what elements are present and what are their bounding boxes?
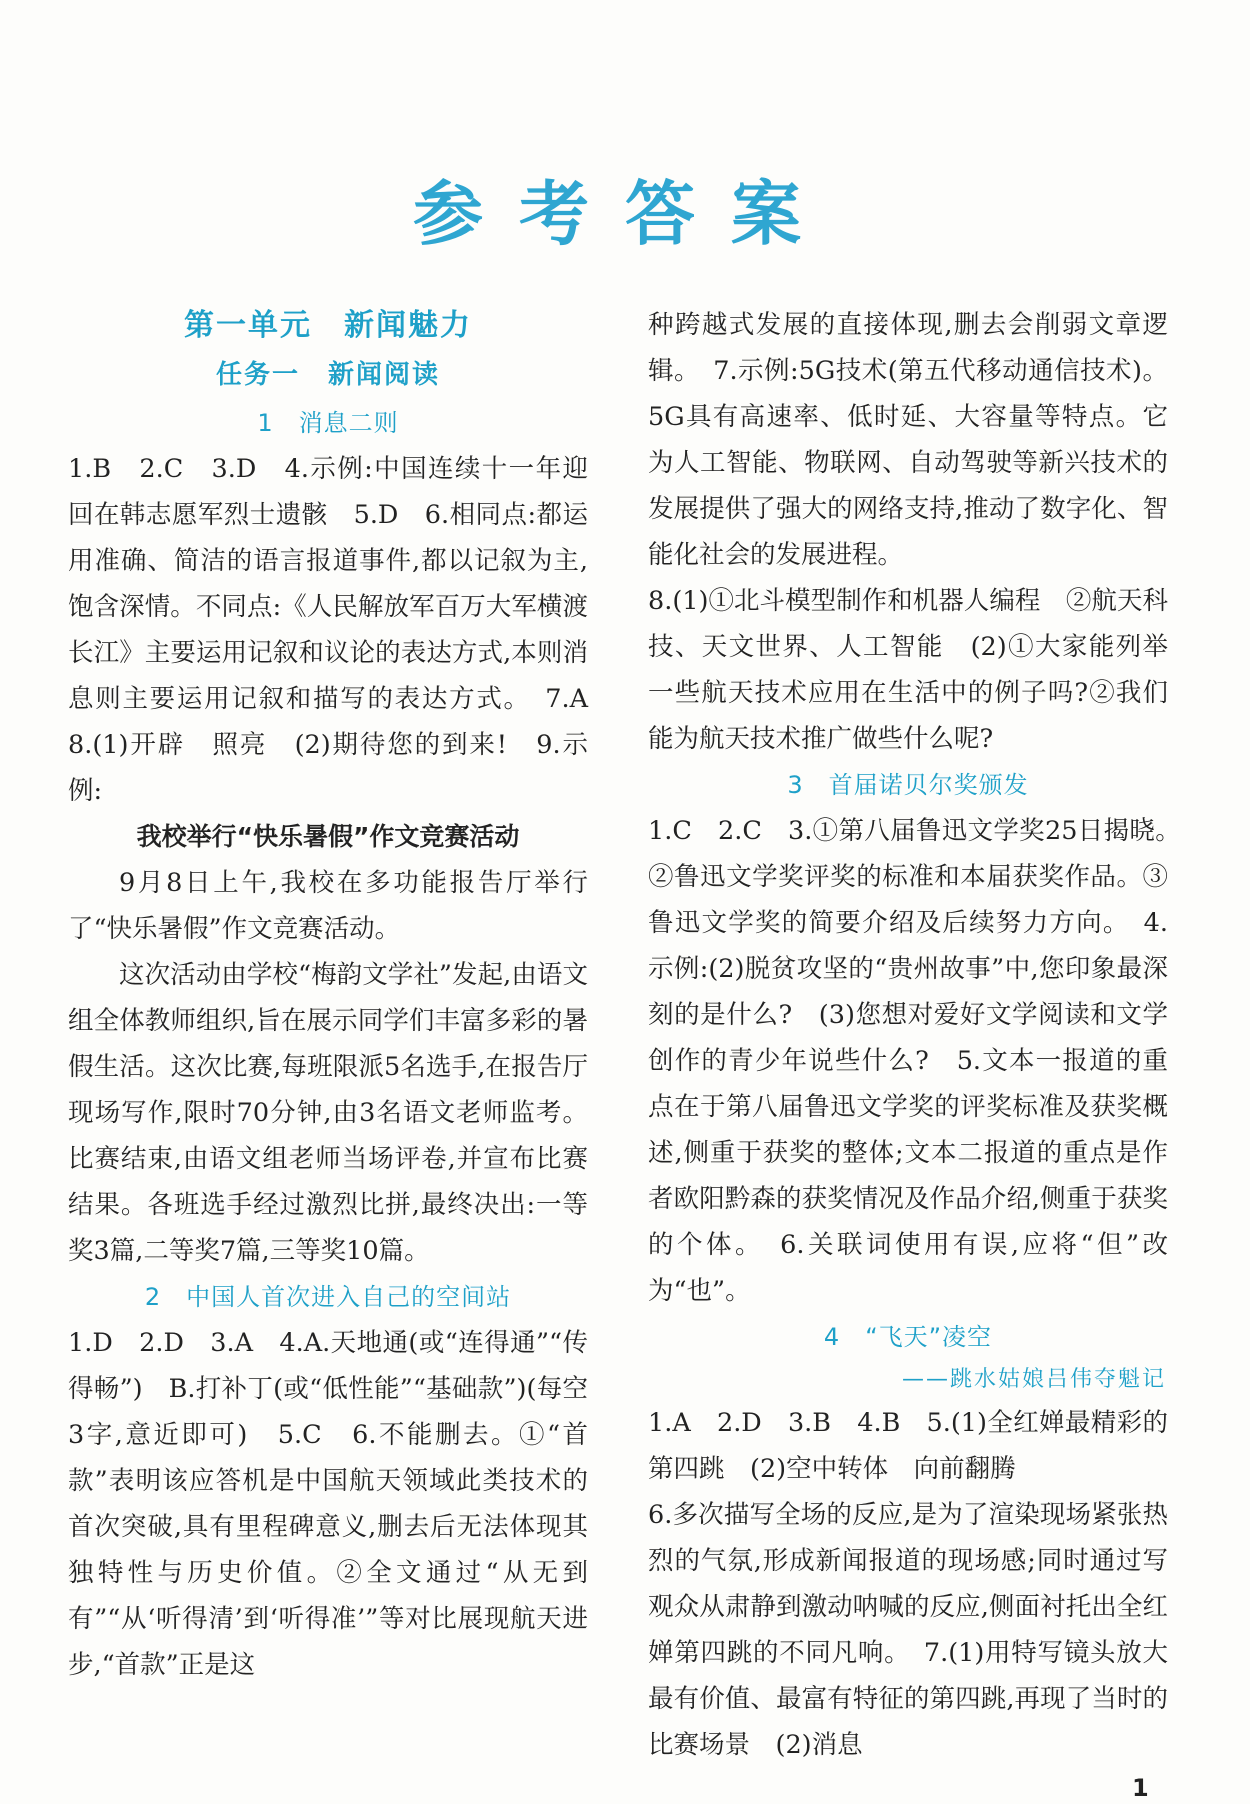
right-column (648, 302, 1194, 1768)
lesson-3-answers: 1.C 2.C 3.①第八届鲁迅文学奖25日揭晓。 ②鲁迅文学奖评奖的标准和本届获奖作品。③鲁迅文学奖的简要介绍及后续努力方向。 4.示例:(2)脱贫攻坚的“贵州故事”中,您印象最深刻的是什么? (3)您想对爱好文学阅读和文学创作的青少年说些什么? 5.文本一报道的重点在于第八届鲁迅文学奖的评奖标准及获奖概述,侧重于获奖的整体;文本二报道的重点是作者欧阳黔森的获奖情况及作品介绍,侧重于获奖的个体。 6.关联词使用有误,应将“但”改为“也”。 (648, 816, 1194, 1306)
lesson-2-answers-continued: 种跨越式发展的直接体现,删去会削弱文章逻辑。 7.示例:5G技术(第五代移动通信技术)。5G具有高速率、低时延、大容量等特点。它为人工智能、物联网、自动驾驶等新兴技术的发展提供了强大的网络支持,推动了数字化、智能化社会的发展进程。 (648, 310, 1168, 570)
essay-paragraph-1: 9月8日上午,我校在多功能报告厅举行了“快乐暑假”作文竞赛活动。 (68, 868, 588, 944)
task-heading: 任务一 新闻阅读 (215, 360, 440, 390)
page-number: 1 (1132, 1774, 1149, 1802)
lesson-4-answers-a: 1.A 2.D 3.B 4.B 5.(1)全红婵最精彩的第四跳 (2)空中转体 向前翻腾 (648, 1408, 1168, 1484)
lesson-2-question-8: 8.(1)①北斗模型制作和机器人编程 ②航天科技、天文世界、人工智能 (2)①大家能列举一些航天技术应用在生活中的例子吗?②我们能为航天技术推广做些什么呢? (648, 586, 1168, 754)
left-column (68, 302, 614, 1688)
lesson-4-heading: 4 “飞天”凌空 (823, 1323, 993, 1351)
lesson-3-heading: 3 首届诺贝尔奖颁发 (787, 771, 1029, 799)
essay-title: 我校举行“快乐暑假”作文竞赛活动 (136, 822, 520, 851)
lesson-1-answers: 1.B 2.C 3.D 4.示例:中国连续十一年迎回在韩志愿军烈士遗骸 5.D 6.相同点:都运用准确、简洁的语言报道事件,都以记叙为主,饱含深情。不同点:《人民解放军百万大军横渡长江》主要运用记叙和议论的表达方式,本则消息则主要运用记叙和描写的表达方式。 7.A 8.(1)开辟 照亮 (2)期待您的到来! 9.示例: (68, 454, 614, 806)
lesson-4-answers-b: 6.多次描写全场的反应,是为了渲染现场紧张热烈的气氛,形成新闻报道的现场感;同时通过写观众从肃静到激动呐喊的反应,侧面衬托出全红婵第四跳的不同凡响。 7.(1)用特写镜头放大最有价值、最富有特征的第四跳,再现了当时的比赛场景 (2)消息 (648, 1500, 1168, 1760)
lesson-2-answers: 1.D 2.D 3.A 4.A.天地通(或“连得通”“传得畅”) B.打补丁(或“低性能”“基础款”)(每空3字,意近即可) 5.C 6.不能删去。①“首款”表明该应答机是中国航天领域此类技术的首次突破,具有里程碑意义,删去后无法体现其独特性与历史价值。②全文通过“从无到有”“从‘听得清’到‘听得准’”等对比展现航天进步,“首款”正是这 (68, 1328, 588, 1680)
page-title: 参考答案 (413, 172, 837, 255)
essay-paragraph-2: 这次活动由学校“梅韵文学社”发起,由语文组全体教师组织,旨在展示同学们丰富多彩的暑假生活。这次比赛,每班限派5名选手,在报告厅现场写作,限时70分钟,由3名语文老师监考。比赛结束,由语文组老师当场评卷,并宣布比赛结果。各班选手经过激烈比拼,最终决出:一等奖3篇,二等奖7篇,三等奖10篇。 (68, 960, 588, 1266)
lesson-1-heading: 1 消息二则 (257, 409, 399, 437)
lesson-4-subtitle: ——跳水姑娘吕伟夺魁记 (901, 1367, 1166, 1392)
lesson-2-heading: 2 中国人首次进入自己的空间站 (144, 1283, 512, 1311)
unit-heading: 第一单元 新闻魅力 (184, 308, 472, 343)
